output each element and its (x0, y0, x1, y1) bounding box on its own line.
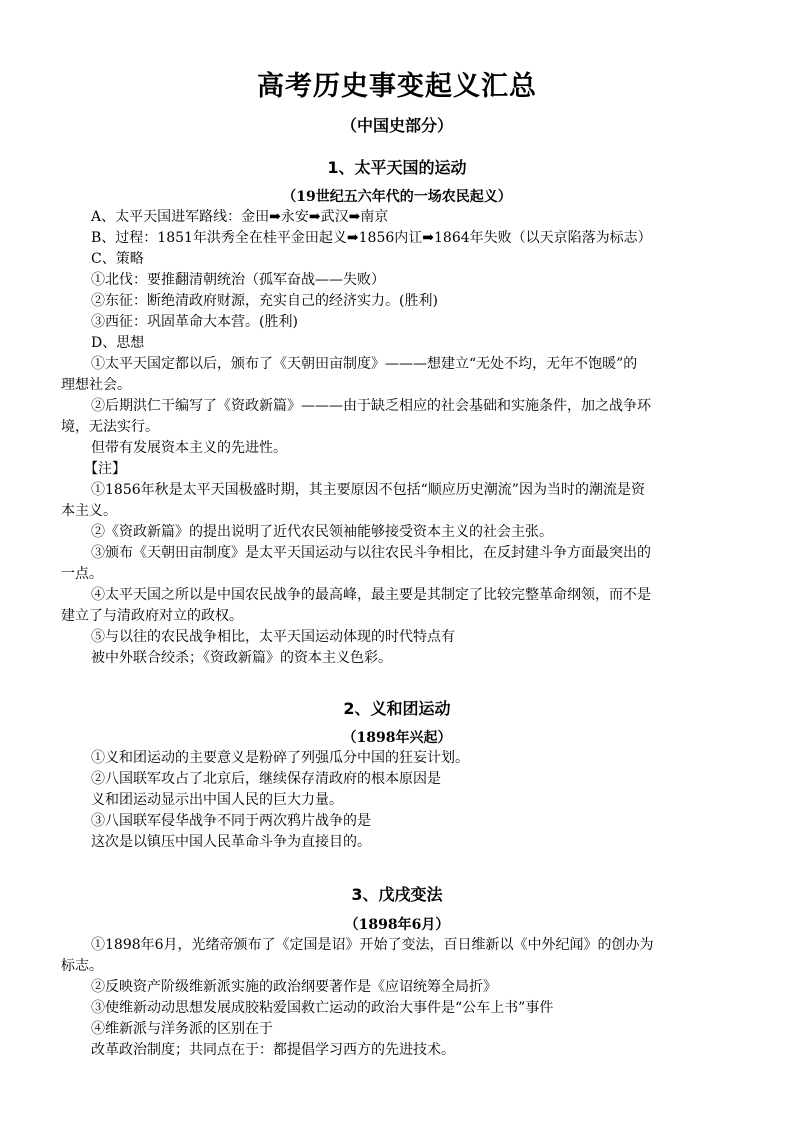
text-line: ②后期洪仁干编写了《资政新篇》———由于缺乏相应的社会基础和实施条件，加之战争环 (91, 398, 651, 414)
text-line: 理想社会。 (61, 377, 131, 393)
section-note-taiping: （19世纪五六年代的一场农民起义） (282, 189, 512, 205)
text-line: 一点。 (61, 566, 103, 582)
text-line: D、思想 (91, 335, 145, 351)
text-line: C、策略 (91, 251, 144, 267)
text-line: 被中外联合绞杀；《资政新篇》的资本主义色彩。 (91, 650, 392, 666)
page-title: 高考历史事变起义汇总 (257, 71, 537, 102)
text-line: ③西征：巩固革命大本营。(胜利) (91, 314, 298, 330)
text-line: ③颁布《天朝田亩制度》是太平天国运动与以往农民斗争相比，在反封建斗争方面最突出的 (91, 545, 651, 561)
text-line: ④太平天国之所以是中国农民战争的最高峰，最主要是其制定了比较完整革命纲领，而不是 (91, 587, 651, 603)
text-line: ①1856年秋是太平天国极盛时期，其主要原因不包括“顺应历史潮流”因为当时的潮流是资 (91, 482, 645, 498)
text-line: ③使维新动动思想发展成胶粘爱国救亡运动的政治大事件是“公车上书”事件 (91, 1000, 554, 1016)
text-line: ①义和团运动的主要意义是粉碎了列强瓜分中国的狂妄计划。 (91, 750, 469, 766)
text-line: 标志。 (61, 958, 103, 974)
text-line: ①北伐：要推翻清朝统治（孤军奋战——失败） (91, 272, 385, 288)
text-line: ⑤与以往的农民战争相比，太平天国运动体现的时代特点有 (91, 629, 455, 645)
note-label: 【注】 (84, 461, 126, 477)
text-line: 境，无法实行。 (61, 419, 159, 435)
text-line: 建立了与清政府对立的政权。 (61, 608, 243, 624)
section-note-boxer: （1898年兴起） (342, 730, 452, 746)
text-line: 义和团运动显示出中国人民的巨大力量。 (91, 792, 343, 808)
text-line: 但带有发展资本主义的先进性。 (91, 440, 287, 456)
text-line: ②东征：断绝清政府财源，充实自己的经济实力。(胜利) (91, 293, 438, 309)
text-line: ④维新派与洋务派的区别在于 (91, 1021, 273, 1037)
text-line: ②《资政新篇》的提出说明了近代农民领袖能够接受资本主义的社会主张。 (91, 524, 553, 540)
text-line: ②八国联军攻占了北京后，继续保存清政府的根本原因是 (91, 771, 441, 787)
text-line: ①1898年6月，光绪帝颁布了《定国是诏》开始了变法，百日维新以《中外纪闻》的创办为 (91, 937, 654, 953)
text-line: 本主义。 (61, 503, 117, 519)
text-line: 改革政治制度；共同点在于：都提倡学习西方的先进技术。 (91, 1042, 455, 1058)
text-line: ①太平天国定都以后，颁布了《天朝田亩制度》———想建立“无处不均，无年不饱暖”的 (91, 356, 638, 372)
text-line: B、过程：1851年洪秀全在桂平金田起义➡1856内讧➡1864年失败（以天京陷落为标志） (91, 230, 652, 246)
text-line: 这次是以镇压中国人民革命斗争为直接目的。 (91, 834, 371, 850)
text-line: ②反映资产阶级维新派实施的政治纲要著作是《应诏统筹全局折》 (91, 979, 497, 995)
page-subtitle: （中国史部分） (340, 116, 453, 135)
text-line: ③八国联军侵华战争不同于两次鸦片战争的是 (91, 813, 371, 829)
section-note-reform: （1898年6月） (344, 917, 450, 933)
section-heading-taiping: 1、太平天国的运动 (327, 158, 467, 177)
section-heading-boxer: 2、义和团运动 (343, 699, 451, 718)
section-heading-reform: 3、戊戌变法 (351, 885, 443, 904)
text-line: A、太平天国进军路线：金田➡永安➡武汉➡南京 (91, 209, 389, 225)
